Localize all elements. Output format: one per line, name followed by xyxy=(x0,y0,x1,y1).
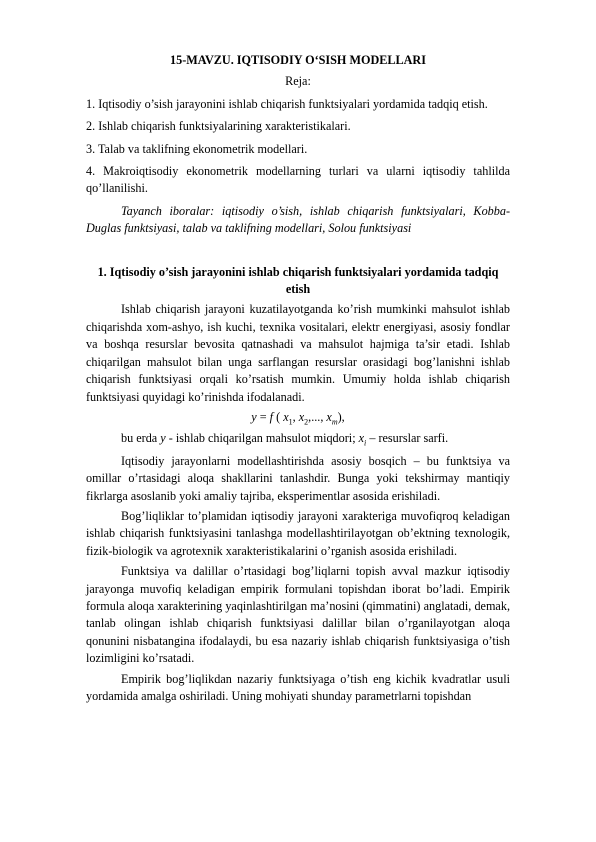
plan-item-2: 2. Ishlab chiqarish funktsiyalarining xarakteristikalari. xyxy=(86,119,351,134)
paragraph-5: Empirik bog’liqlikdan nazariy funktsiyaga o’tish eng kichik kvadratlar usuli yordamida amalga oshiriladi. Uning mohiyati shunday parametrlarni topishdan xyxy=(86,671,510,703)
paragraph-2: Iqtisodiy jarayonlarni modellashtirishda asosiy bosqich – bu funktsiya va omillar o’rtasidagi aloqa shakllarini tanlashdir. Bunga yoki tekshirmay mantiqiy fikrlarga asoslanib yoki amaliy tajriba, eksperimentlar asosida erishiladi. xyxy=(86,453,510,503)
paragraph-1: Ishlab chiqarish jarayoni kuzatilayotganda ko’rish mumkinki mahsulot ishlab chiqarishda xom-ashyo, ish kuchi, texnika vositalari, elektr energiyasi, asosiy fondlar va boshqa resurslar bevosita qatnashadi va mahsulot hajmiga ta’sir etadi. Ishlab chiqarilgan mahsulot bilan unga sarflangan resurslar orasidagi bog’lanishni ishlab chiqarish funktsiyasi orqali ko’rsatish mumkin. Umumiy holda ishlab chiqarish funktsiyasi quyidagi ko’rinishda ifodalanadi. xyxy=(86,302,510,404)
formula-explanation: bu erda y - ishlab chiqarilgan mahsulot miqdori; $x_i$ – resurslar sarfi. xyxy=(121,431,449,448)
paragraph-3: Bog’liqliklar to’plamidan iqtisodiy jarayoni xarakteriga muvofiqroq keladigan ishlab chiqarish funktsiyasini tanlashga modellashtirilayotgan ob’ektning texnologik, fizik-biologik va agrotexnik xarakteristikalarini o’rganish asosida erishiladi. xyxy=(86,508,510,558)
section-heading: 1. Iqtisodiy o’sish jarayonini ishlab chiqarish funktsiyalari yordamida tadqiq etish xyxy=(97,264,499,297)
plan-item-1: 1. Iqtisodiy o’sish jarayonini ishlab chiqarish funktsiyalari yordamida tadqiq etish. xyxy=(86,96,488,111)
plan-heading: Reja: xyxy=(285,74,311,89)
document-page xyxy=(86,52,510,708)
production-function-formula: y = f ( $x_1$, $x_2$,..., $x_m$), xyxy=(251,409,345,427)
keywords-paragraph: Tayanch iboralar: iqtisodiy o’sish, ishlab chiqarish funktsiyalari, Kobba-Duglas funktsiyasi, talab va taklifning modellari, Solou funktsiyasi xyxy=(86,203,510,236)
plan-item-3: 3. Talab va taklifning ekonometrik modellari. xyxy=(86,141,308,156)
page-title: 15-MAVZU. IQTISODIY O‘SISH MODELLARI xyxy=(170,53,426,67)
paragraph-4: Funktsiya va dalillar o’rtasidagi bog’liqlarni topish avval mazkur iqtisodiy jarayonga muvofiq keladigan empirik formulani topishdan iborat bo’ladi. Empirik formula aloqa xarakterining yaqinlashtirilgan ma’nosini (qimmatini) anglatadi, demak, tanlab olingan ishlab chiqarish funktsiyasi dalillar bilan o’rganilayotgan aloqa qonunini nisbatangina ifodalaydi, bu esa nazariy ishlab chiqarish funktsiyasiga o’tish lozimligini ko’rsatadi. xyxy=(86,564,510,666)
plan-item-4: 4. Makroiqtisodiy ekonometrik modellarning turlari va ularni iqtisodiy tahlilda qo’llanilishi. xyxy=(86,164,510,196)
